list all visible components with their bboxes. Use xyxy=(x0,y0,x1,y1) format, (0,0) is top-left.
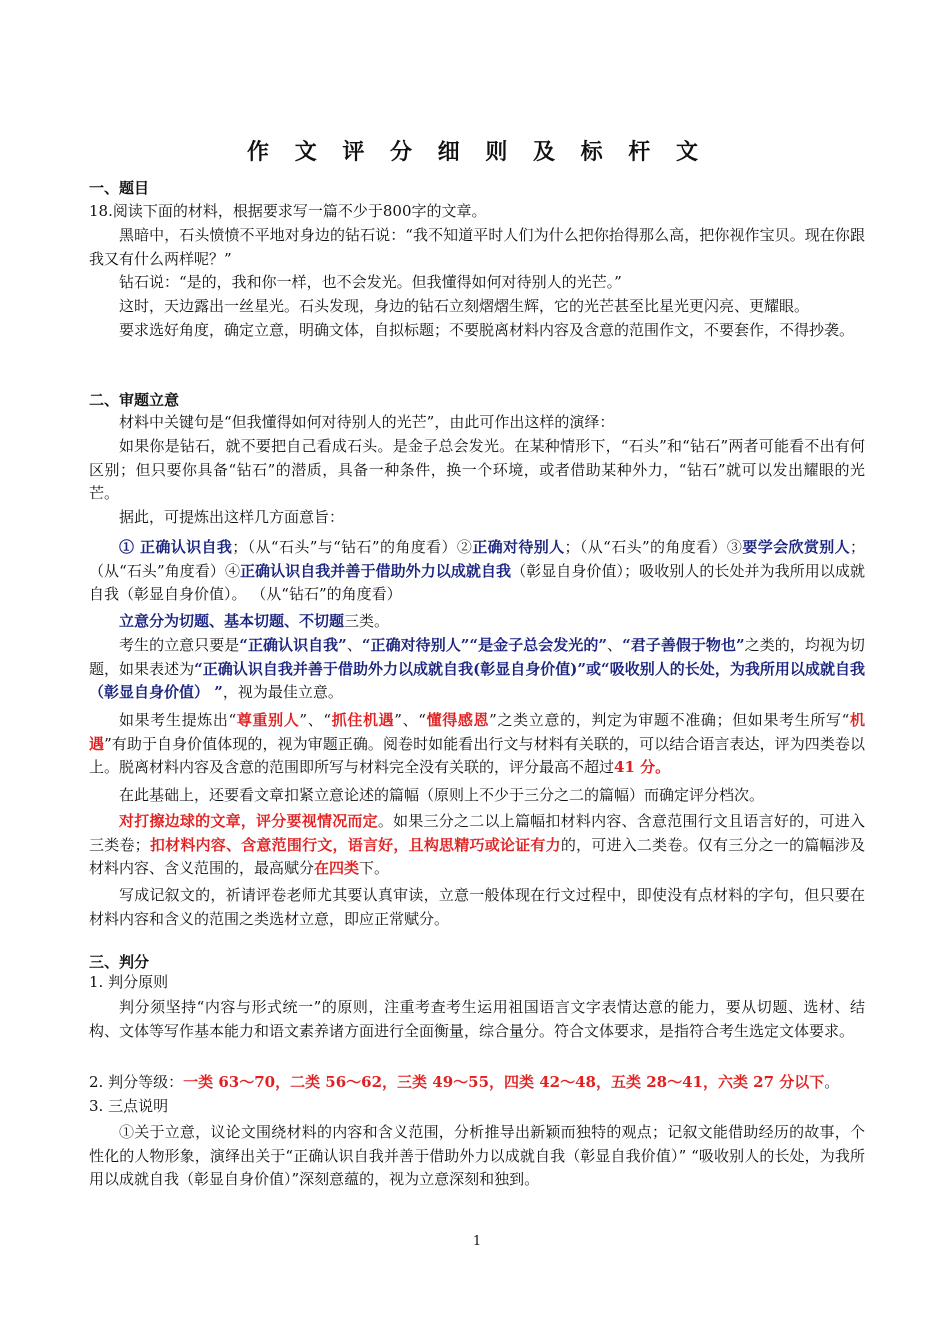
edge-case-paragraph: 对打擦边球的文章，评分要视情况而定。如果三分之二以上篇幅扣材料内容、含意范围行文且语言好的，可进入三类卷；扣材料内容、含意范围行文，语言好，且构思精巧或论证有力的，可进入二类卷。仅有三分之一的篇幅涉及材料内容、含义范围的，最高赋分在四类下。 xyxy=(89,812,865,877)
grading-principle-title: 1. 判分原则 xyxy=(89,973,169,991)
section-heading-topic: 一、题目 xyxy=(89,179,150,197)
three-points-title: 3. 三点说明 xyxy=(89,1097,169,1115)
grade-levels: 2. 判分等级：一类 63～70，二类 56～62，三类 49～55，四类 42～48，五类 28～41，六类 27 分以下。 xyxy=(89,1073,840,1091)
grade-levels-values: 一类 63～70，二类 56～62，三类 49～55，四类 42～48，五类 28～41，六类 27 分以下 xyxy=(183,1073,825,1091)
analysis-paragraph-1: 材料中关键句是“但我懂得如何对待别人的光芒”，由此可作出这样的演绎： xyxy=(119,413,615,431)
intent-1: ① 正确认识自我 xyxy=(119,538,233,556)
grading-principle-text: 判分须坚持“内容与形式统一”的原则，注重考查考生运用祖国语言文字表情达意的能力，要从切题、选材、结构、文体等写作基本能力和语文素养诸方面进行全面衡量，综合量分。符合文体要求，是指符合考生选定文体要求。 xyxy=(89,998,865,1040)
analysis-paragraph-2: 如果你是钻石，就不要把自己看成石头。是金子总会发光。在某种情形下，“石头”和“钻石”两者可能看不出有何区别；但只要你具备“钻石”的潜质，具备一种条件，换一个环境，或者借助某种外力，“钻石”就可以发出耀眼的光芒。 xyxy=(89,437,865,502)
on-topic-paragraph: 考生的立意只要是“正确认识自我”、“正确对待别人”“是金子总会发光的”、“君子善假于物也”之类的，均视为切题，如果表述为“正确认识自我并善于借助外力以成就自我(彰显自身价值)”或“吸收别人的长处，为我所用以成就自我（彰显自身价值） ”，视为最佳立意。 xyxy=(89,636,865,701)
section-heading-analysis: 二、审题立意 xyxy=(89,391,180,409)
material-paragraph-2: 钻石说：“是的，我和你一样，也不会发光。但我懂得如何对待别人的光芒。” xyxy=(119,273,622,291)
intent-4: 正确认识自我并善于借助外力以成就自我 xyxy=(240,561,512,580)
length-paragraph: 在此基础上，还要看文章扣紧立意论述的篇幅（原则上不少于三分之二的篇幅）而确定评分档次。 xyxy=(119,786,765,804)
inaccurate-intent-paragraph: 如果考生提炼出“尊重别人”、“抓住机遇”、“懂得感恩”之类立意的，判定为审题不准确；但如果考生所写“机遇”有助于自身价值体现的，视为审题正确。阅卷时如能看出行文与材料有关联的，可以结合语言表达，评为四类卷以上。脱离材料内容及含意的范围即所写与材料完全没有关联的，评分最高不超过41 分。 xyxy=(89,711,865,776)
intent-list-paragraph: ① 正确认识自我；（从“石头”与“钻石”的角度看）②正确对待别人；（从“石头”的角度看）③要学会欣赏别人；（从“石头”角度看）④正确认识自我并善于借助外力以成就自我（彰显自身价值）；吸收别人的长处并为我所用以成就自我（彰显自身价值）。 （从“钻石”的角度看） xyxy=(89,538,865,603)
question-line: 18.阅读下面的材料，根据要求写一篇不少于800字的文章。 xyxy=(89,202,487,220)
intent-classes-paragraph: 立意分为切题、基本切题、不切题三类。 xyxy=(119,612,390,630)
requirement-paragraph: 要求选好角度，确定立意，明确文体，自拟标题；不要脱离材料内容及含意的范围作文，不要套作，不得抄袭。 xyxy=(119,321,855,339)
intent-2: 正确对待别人 xyxy=(472,538,565,556)
document-title: 作 文 评 分 细 则 及 标 杆 文 xyxy=(247,140,707,165)
material-paragraph-1: 黑暗中，石头愤愤不平地对身边的钻石说：“我不知道平时人们为什么把你抬得那么高，把你视作宝贝。现在你跟我又有什么两样呢？” xyxy=(89,226,865,268)
page-number: 1 xyxy=(472,1234,482,1249)
narrative-paragraph: 写成记叙文的，祈请评卷老师尤其要认真审读，立意一般体现在行文过程中，即使没有点材料的字句，但只要在材料内容和含义的范围之类选材立意，即应正常赋分。 xyxy=(89,886,865,928)
three-points-text: ①关于立意，议论文围绕材料的内容和含义范围，分析推导出新颖而独特的观点；记叙文能借助经历的故事，个性化的人物形象，演绎出关于“正确认识自我并善于借助外力以成就自我（彰显自我价值）” “吸收别人的长处，为我所用以成就自我（彰显自身价值）”深刻意蕴的，视为立意深刻和独到。 xyxy=(89,1123,865,1188)
intent-3: 要学会欣赏别人 xyxy=(742,538,850,556)
material-paragraph-3: 这时，天边露出一丝星光。石头发现，身边的钻石立刻熠熠生辉，它的光芒甚至比星光更闪亮、更耀眼。 xyxy=(119,297,810,315)
analysis-paragraph-3: 据此，可提炼出这样几方面意旨： xyxy=(119,508,345,526)
section-heading-grading: 三、判分 xyxy=(89,953,150,971)
